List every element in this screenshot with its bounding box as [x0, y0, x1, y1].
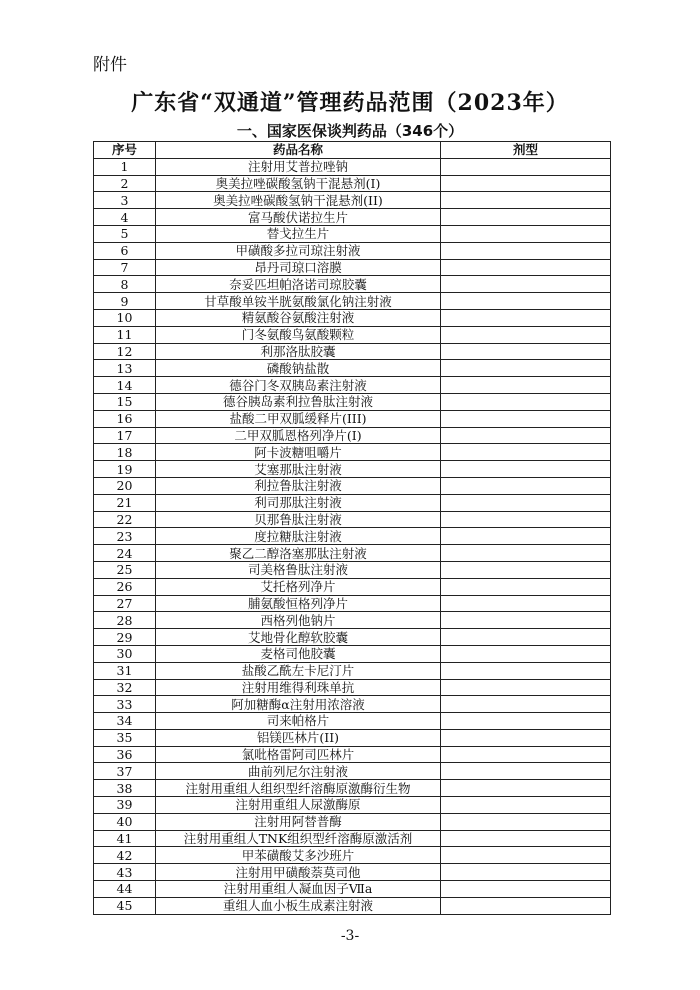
dosage-form [441, 780, 611, 797]
row-number: 4 [94, 209, 156, 226]
drug-name: 艾塞那肽注射液 [156, 461, 441, 478]
row-number: 12 [94, 343, 156, 360]
row-number: 43 [94, 864, 156, 881]
row-number: 44 [94, 881, 156, 898]
drug-name: 精氨酸谷氨酸注射液 [156, 309, 441, 326]
dosage-form [441, 158, 611, 175]
drug-name: 奥美拉唑碳酸氢钠干混悬剂(II) [156, 192, 441, 209]
drug-name: 甲苯磺酸艾多沙班片 [156, 847, 441, 864]
table-row [94, 595, 611, 612]
drug-name: 盐酸二甲双胍缓释片(III) [156, 410, 441, 427]
row-number: 3 [94, 192, 156, 209]
table-row [94, 259, 611, 276]
dosage-form [441, 612, 611, 629]
row-number: 34 [94, 713, 156, 730]
row-number: 19 [94, 461, 156, 478]
dosage-form [441, 713, 611, 730]
attachment-label: 附件 [93, 55, 127, 75]
row-number: 10 [94, 309, 156, 326]
table-row [94, 461, 611, 478]
document-title: 广东省“双通道”管理药品范围（2023年） [131, 90, 569, 116]
row-number: 15 [94, 393, 156, 410]
table-row [94, 276, 611, 293]
dosage-form [441, 763, 611, 780]
row-number: 5 [94, 225, 156, 242]
row-number: 26 [94, 578, 156, 595]
drug-name: 重组人血小板生成素注射液 [156, 897, 441, 914]
row-number: 28 [94, 612, 156, 629]
dosage-form [441, 696, 611, 713]
dosage-form [441, 343, 611, 360]
section-title: 一、国家医保谈判药品（346个） [236, 122, 464, 140]
dosage-form [441, 444, 611, 461]
drug-name: 磷酸钠盐散 [156, 360, 441, 377]
dosage-form [441, 645, 611, 662]
dosage-form [441, 477, 611, 494]
dosage-form [441, 729, 611, 746]
dosage-form [441, 528, 611, 545]
dosage-form [441, 881, 611, 898]
dosage-form [441, 259, 611, 276]
dosage-form [441, 225, 611, 242]
table-row [94, 713, 611, 730]
drug-name: 奈妥匹坦帕洛诺司琼胶囊 [156, 276, 441, 293]
drug-name: 富马酸伏诺拉生片 [156, 209, 441, 226]
dosage-form [441, 578, 611, 595]
table-row [94, 209, 611, 226]
dosage-form [441, 293, 611, 310]
drug-name: 阿卡波糖咀嚼片 [156, 444, 441, 461]
table-row [94, 830, 611, 847]
row-number: 25 [94, 561, 156, 578]
drug-name: 昂丹司琼口溶膜 [156, 259, 441, 276]
row-number: 32 [94, 679, 156, 696]
table-row [94, 629, 611, 646]
row-number: 33 [94, 696, 156, 713]
table-body [94, 158, 611, 914]
drug-name: 脯氨酸恒格列净片 [156, 595, 441, 612]
table-row [94, 444, 611, 461]
row-number: 17 [94, 427, 156, 444]
drug-name: 艾地骨化醇软胶囊 [156, 629, 441, 646]
dosage-form [441, 410, 611, 427]
table-row [94, 696, 611, 713]
dosage-form [441, 461, 611, 478]
table-row [94, 343, 611, 360]
table-row [94, 864, 611, 881]
dosage-form [441, 427, 611, 444]
drug-name: 注射用重组人组织型纤溶酶原激酶衍生物 [156, 780, 441, 797]
row-number: 29 [94, 629, 156, 646]
table-row [94, 511, 611, 528]
row-number: 16 [94, 410, 156, 427]
row-number: 22 [94, 511, 156, 528]
drug-name: 利那洛肽胶囊 [156, 343, 441, 360]
dosage-form [441, 511, 611, 528]
table-row [94, 477, 611, 494]
drug-name: 注射用重组人TNK组织型纤溶酶原激活剂 [156, 830, 441, 847]
column-header-number: 序号 [94, 142, 156, 159]
table-row [94, 326, 611, 343]
row-number: 13 [94, 360, 156, 377]
table-row [94, 612, 611, 629]
column-header-dosage-form: 剂型 [441, 142, 611, 159]
row-number: 2 [94, 175, 156, 192]
row-number: 6 [94, 242, 156, 259]
table-row [94, 729, 611, 746]
table-row [94, 578, 611, 595]
dosage-form [441, 897, 611, 914]
table-row [94, 225, 611, 242]
drug-name: 阿加糖酶α注射用浓溶液 [156, 696, 441, 713]
table-row [94, 242, 611, 259]
drug-name: 注射用甲磺酸萘莫司他 [156, 864, 441, 881]
dosage-form [441, 813, 611, 830]
dosage-form [441, 545, 611, 562]
drug-name: 贝那鲁肽注射液 [156, 511, 441, 528]
row-number: 30 [94, 645, 156, 662]
row-number: 41 [94, 830, 156, 847]
table-row [94, 780, 611, 797]
table-row [94, 847, 611, 864]
drug-name: 曲前列尼尔注射液 [156, 763, 441, 780]
drug-name: 盐酸乙酰左卡尼汀片 [156, 662, 441, 679]
drug-name: 甘草酸单铵半胱氨酸氯化钠注射液 [156, 293, 441, 310]
dosage-form [441, 847, 611, 864]
column-header-drug-name: 药品名称 [156, 142, 441, 159]
drug-name: 替戈拉生片 [156, 225, 441, 242]
table-row [94, 192, 611, 209]
table-row [94, 881, 611, 898]
table-row [94, 561, 611, 578]
row-number: 27 [94, 595, 156, 612]
table-row [94, 528, 611, 545]
row-number: 24 [94, 545, 156, 562]
table-row [94, 309, 611, 326]
table-row [94, 545, 611, 562]
dosage-form [441, 679, 611, 696]
row-number: 36 [94, 746, 156, 763]
row-number: 20 [94, 477, 156, 494]
drug-name: 利司那肽注射液 [156, 494, 441, 511]
table-row [94, 494, 611, 511]
row-number: 35 [94, 729, 156, 746]
row-number: 42 [94, 847, 156, 864]
dosage-form [441, 494, 611, 511]
drug-name: 氯吡格雷阿司匹林片 [156, 746, 441, 763]
dosage-form [441, 309, 611, 326]
row-number: 23 [94, 528, 156, 545]
dosage-form [441, 746, 611, 763]
row-number: 37 [94, 763, 156, 780]
dosage-form [441, 830, 611, 847]
row-number: 39 [94, 797, 156, 814]
dosage-form [441, 326, 611, 343]
row-number: 31 [94, 662, 156, 679]
table-row [94, 662, 611, 679]
table-row [94, 427, 611, 444]
table-row [94, 175, 611, 192]
dosage-form [441, 393, 611, 410]
row-number: 1 [94, 158, 156, 175]
table-row [94, 813, 611, 830]
drug-name: 麦格司他胶囊 [156, 645, 441, 662]
drug-name: 二甲双胍恩格列净片(Ⅰ) [156, 427, 441, 444]
drug-name: 德谷门冬双胰岛素注射液 [156, 377, 441, 394]
row-number: 11 [94, 326, 156, 343]
dosage-form [441, 192, 611, 209]
row-number: 38 [94, 780, 156, 797]
row-number: 40 [94, 813, 156, 830]
dosage-form [441, 175, 611, 192]
drug-name: 司来帕格片 [156, 713, 441, 730]
dosage-form [441, 276, 611, 293]
row-number: 9 [94, 293, 156, 310]
dosage-form [441, 377, 611, 394]
drug-name: 西格列他钠片 [156, 612, 441, 629]
drug-name: 艾托格列净片 [156, 578, 441, 595]
dosage-form [441, 864, 611, 881]
page-number: -3- [340, 928, 360, 944]
row-number: 18 [94, 444, 156, 461]
drug-name: 注射用艾普拉唑钠 [156, 158, 441, 175]
table-row [94, 679, 611, 696]
drug-name: 度拉糖肽注射液 [156, 528, 441, 545]
drug-name: 聚乙二醇洛塞那肽注射液 [156, 545, 441, 562]
table-row [94, 293, 611, 310]
drug-name: 甲磺酸多拉司琼注射液 [156, 242, 441, 259]
dosage-form [441, 797, 611, 814]
drug-name: 铝镁匹林片(II) [156, 729, 441, 746]
row-number: 45 [94, 897, 156, 914]
drug-table [93, 141, 611, 915]
drug-name: 奥美拉唑碳酸氢钠干混悬剂(I) [156, 175, 441, 192]
table-row [94, 897, 611, 914]
drug-name: 注射用重组人凝血因子Ⅶa [156, 881, 441, 898]
dosage-form [441, 242, 611, 259]
table-row [94, 797, 611, 814]
row-number: 21 [94, 494, 156, 511]
drug-name: 德谷胰岛素利拉鲁肽注射液 [156, 393, 441, 410]
dosage-form [441, 662, 611, 679]
table-row [94, 377, 611, 394]
table-header-row [94, 142, 611, 159]
drug-name: 司美格鲁肽注射液 [156, 561, 441, 578]
drug-name: 利拉鲁肽注射液 [156, 477, 441, 494]
table-row [94, 410, 611, 427]
table-row [94, 360, 611, 377]
row-number: 7 [94, 259, 156, 276]
table-row [94, 158, 611, 175]
dosage-form [441, 209, 611, 226]
row-number: 8 [94, 276, 156, 293]
table-row [94, 746, 611, 763]
drug-name: 注射用重组人尿激酶原 [156, 797, 441, 814]
dosage-form [441, 561, 611, 578]
dosage-form [441, 629, 611, 646]
table-row [94, 645, 611, 662]
dosage-form [441, 360, 611, 377]
dosage-form [441, 595, 611, 612]
drug-name: 门冬氨酸鸟氨酸颗粒 [156, 326, 441, 343]
drug-name: 注射用维得利珠单抗 [156, 679, 441, 696]
table-row [94, 393, 611, 410]
table-row [94, 763, 611, 780]
row-number: 14 [94, 377, 156, 394]
drug-name: 注射用阿替普酶 [156, 813, 441, 830]
